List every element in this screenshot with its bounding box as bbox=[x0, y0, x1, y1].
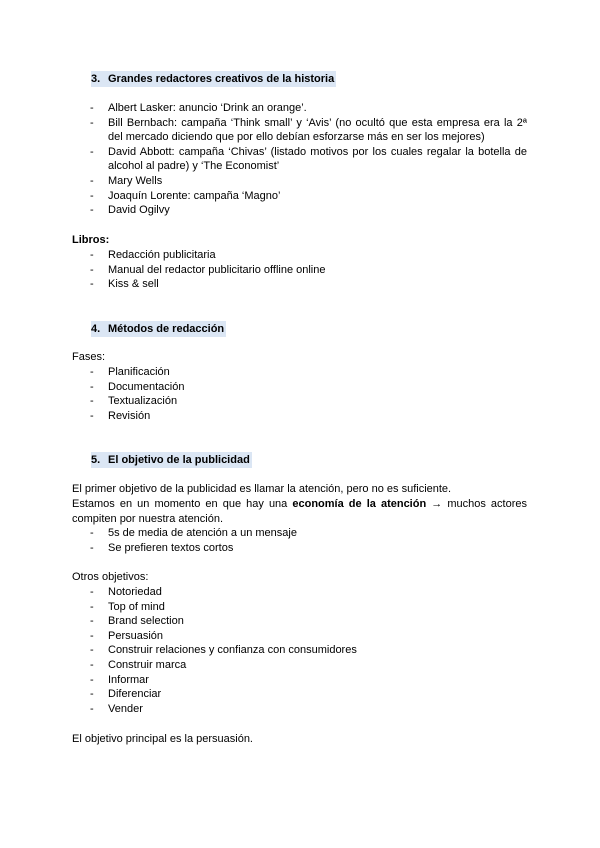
list-item: - Joaquín Lorente: campaña ‘Magno’ bbox=[90, 189, 527, 204]
list-item: - Informar bbox=[90, 673, 527, 688]
books-label: Libros: bbox=[72, 234, 110, 246]
list-item: - Documentación bbox=[90, 380, 527, 395]
attention-list bbox=[90, 526, 527, 555]
section-5-title: El objetivo de la publicidad bbox=[108, 454, 250, 466]
economy-text-after: → muchos actores compiten por nuestra atención. bbox=[72, 498, 527, 525]
list-item: - Albert Lasker: anuncio ‘Drink an orange’. bbox=[90, 101, 527, 116]
list-item: - Vender bbox=[90, 702, 527, 717]
list-item: - 5s de media de atención a un mensaje bbox=[90, 526, 527, 541]
section-3-number: 3. bbox=[91, 73, 101, 85]
writers-list bbox=[90, 101, 527, 218]
list-item: - Persuasión bbox=[90, 629, 527, 644]
section-4-title: Métodos de redacción bbox=[108, 323, 225, 335]
list-item: - Manual del redactor publicitario offline online bbox=[90, 263, 527, 278]
section-5-number: 5. bbox=[91, 454, 101, 466]
list-item: - Planificación bbox=[90, 365, 527, 380]
section-4-heading bbox=[91, 321, 226, 337]
economy-text-before: Estamos en un momento en que hay una bbox=[72, 498, 293, 510]
list-item: - Kiss & sell bbox=[90, 277, 527, 292]
list-item: - Textualización bbox=[90, 394, 527, 409]
section-3-title: Grandes redactores creativos de la historia bbox=[108, 73, 335, 85]
books-list bbox=[90, 248, 527, 292]
conclusion-paragraph: El objetivo principal es la persuasión. bbox=[72, 733, 253, 745]
list-item: - Top of mind bbox=[90, 600, 527, 615]
list-item: - Redacción publicitaria bbox=[90, 248, 527, 263]
list-item: - Notoriedad bbox=[90, 585, 527, 600]
list-item: - David Abbott: campaña ‘Chivas’ (listado motivos por los cuales regalar la botella de alcohol al padre) y ‘The Economist’ bbox=[90, 145, 527, 174]
phases-label: Fases: bbox=[72, 351, 106, 363]
other-objectives-label: Otros objetivos: bbox=[72, 571, 149, 583]
list-item: - Construir relaciones y confianza con consumidores bbox=[90, 643, 527, 658]
list-item: - Brand selection bbox=[90, 614, 527, 629]
section-4-number: 4. bbox=[91, 323, 101, 335]
economy-bold-term: economía de la atención bbox=[292, 498, 427, 510]
list-item: - Construir marca bbox=[90, 658, 527, 673]
list-item: - Mary Wells bbox=[90, 174, 527, 189]
intro-paragraph: El primer objetivo de la publicidad es llamar la atención, pero no es suficiente. bbox=[72, 483, 452, 495]
list-item: - Bill Bernbach: campaña ‘Think small’ y ‘Avis’ (no ocultó que esta empresa era la 2ª del mercado diciendo que por ello debían esforzarse más en ser los mejores) bbox=[90, 116, 527, 145]
list-item: - Diferenciar bbox=[90, 687, 527, 702]
list-item: - David Ogilvy bbox=[90, 203, 527, 218]
section-5-heading bbox=[91, 452, 252, 468]
list-item: - Revisión bbox=[90, 409, 527, 424]
other-objectives-list bbox=[90, 585, 527, 716]
phases-list bbox=[90, 365, 527, 423]
attention-economy-paragraph bbox=[72, 497, 527, 526]
list-item: - Se prefieren textos cortos bbox=[90, 541, 527, 556]
section-3-heading bbox=[91, 71, 336, 87]
